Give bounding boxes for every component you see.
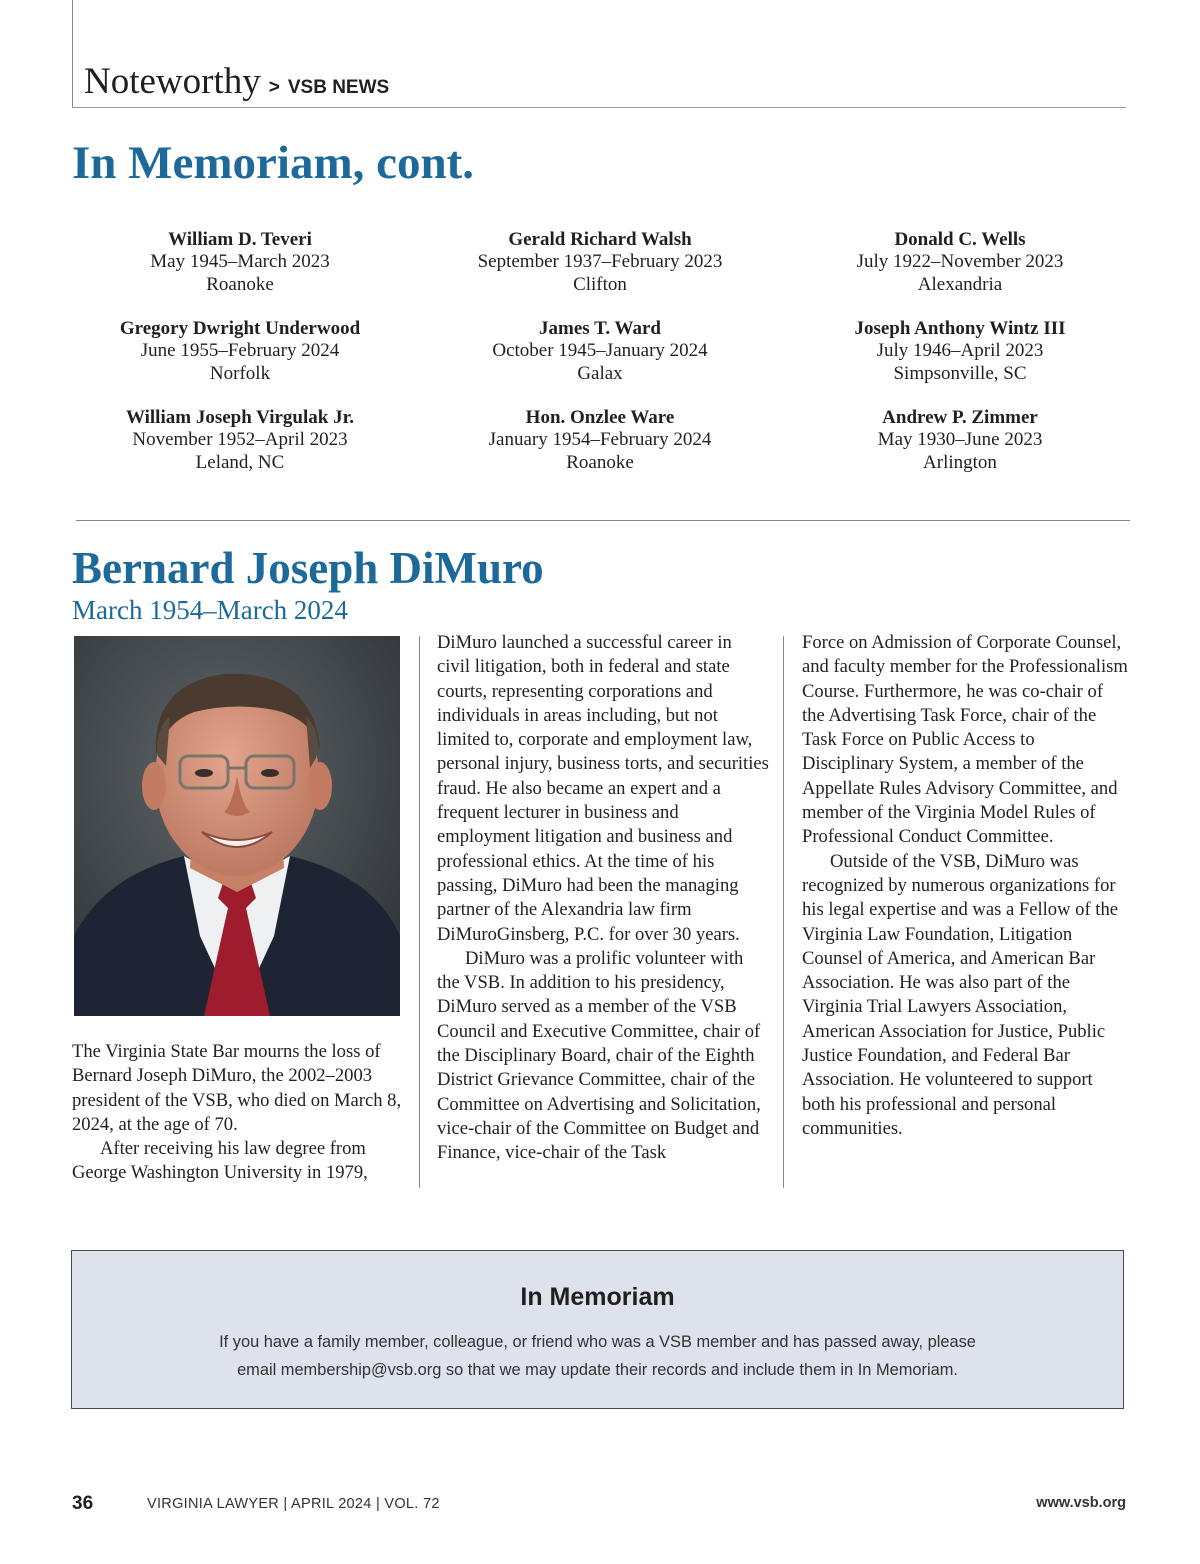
- memoriam-callout-box: [71, 1250, 1124, 1409]
- memoriam-place: Alexandria: [917, 273, 1003, 295]
- memoriam-dates: July 1922–November 2023: [856, 251, 1064, 273]
- memoriam-name: James T. Ward: [539, 318, 661, 339]
- column-rule: [419, 636, 420, 1188]
- memoriam-dates: September 1937–February 2023: [477, 251, 723, 273]
- memoriam-name: Donald C. Wells: [894, 229, 1026, 250]
- memoriam-column: [420, 229, 780, 496]
- memoriam-place: Roanoke: [566, 451, 634, 473]
- memoriam-place: Clifton: [573, 273, 627, 295]
- obituary-dates: March 1954–March 2024: [72, 595, 348, 625]
- callout-title: In Memoriam: [520, 1283, 675, 1311]
- memoriam-entry: [780, 318, 1140, 407]
- obituary-paragraph: DiMuro was a prolific volunteer with the VSB. In addition to his presidency, DiMuro served as a member of the VSB Council and Executive Committee, chair of the Disciplinary Board, chair of the Eighth District Grievance Committee, chair of the Committee on Advertising and Solicitation, vice-chair of the Committee on Budget and Finance, vice-chair of the Task: [437, 947, 761, 1164]
- memoriam-entry: [780, 407, 1140, 496]
- memoriam-name: Gregory Dwright Underwood: [119, 318, 361, 339]
- memoriam-entry: [60, 229, 420, 318]
- header-section: Noteworthy: [84, 61, 261, 102]
- memoriam-place: Leland, NC: [195, 451, 285, 473]
- memoriam-place: Roanoke: [206, 273, 274, 295]
- memoriam-entry: [780, 229, 1140, 318]
- memoriam-entry: [60, 318, 420, 407]
- header-vertical-rule: [72, 0, 73, 108]
- obituary-name: Bernard Joseph DiMuro: [72, 543, 544, 593]
- publication-info: VIRGINIA LAWYER | APRIL 2024 | VOL. 72: [147, 1496, 440, 1512]
- column-rule: [783, 636, 784, 1188]
- memoriam-dates: June 1955–February 2024: [140, 340, 340, 362]
- obituary-column-1: [72, 1040, 402, 1186]
- memoriam-dates: May 1930–June 2023: [877, 429, 1043, 451]
- memoriam-place: Galax: [577, 362, 623, 384]
- running-header: [84, 60, 389, 103]
- obituary-column-3: [802, 631, 1130, 1141]
- obituary-paragraph: After receiving his law degree from George Washington University in 1979,: [72, 1138, 368, 1184]
- website-url: www.vsb.org: [1036, 1495, 1126, 1511]
- memoriam-column: [780, 229, 1140, 496]
- memoriam-entry: [420, 407, 780, 496]
- memoriam-place: Norfolk: [209, 362, 271, 384]
- memoriam-dates: October 1945–January 2024: [492, 340, 708, 362]
- memoriam-entry: [60, 407, 420, 496]
- memoriam-entry: [420, 318, 780, 407]
- memoriam-name: Joseph Anthony Wintz III: [854, 318, 1066, 339]
- memoriam-column: [60, 229, 420, 496]
- callout-text: If you have a family member, colleague, or friend who was a VSB member and has passed away, please email membership@vsb.org so that we may update their records and include them in In Memoriam.: [219, 1333, 976, 1379]
- obituary-paragraph: Force on Admission of Corporate Counsel, and faculty member for the Professionalism Course. Furthermore, he was co-chair of the Advertising Task Force, chair of the Task Force on Public Access to Disciplinary System, a member of the Appellate Rules Advisory Committee, and member of the Virginia Model Rules of Professional Conduct Committee.: [802, 632, 1128, 848]
- memoriam-name: Gerald Richard Walsh: [508, 229, 692, 250]
- memoriam-dates: November 1952–April 2023: [132, 429, 348, 451]
- obituary-paragraph: Outside of the VSB, DiMuro was recognized by numerous organizations for his legal expertise and was a Fellow of the Virginia Law Foundation, Litigation Counsel of America, and American Bar Association. He was also part of the Virginia Trial Lawyers Association, American Association for Justice, Public Justice Foundation, and Federal Bar Association. He volunteered to support both his professional and personal communities.: [802, 850, 1119, 1139]
- obituary-paragraph: The Virginia State Bar mourns the loss of Bernard Joseph DiMuro, the 2002–2003 president of the VSB, who died on March 8, 2024, at the age of 70.: [72, 1041, 402, 1135]
- memoriam-place: Arlington: [923, 451, 997, 473]
- page-number: 36: [72, 1493, 94, 1514]
- memoriam-dates: January 1954–February 2024: [488, 429, 712, 451]
- memoriam-place: Simpsonville, SC: [893, 362, 1027, 384]
- memoriam-title: In Memoriam, cont.: [72, 137, 475, 189]
- section-divider: [76, 520, 1130, 521]
- header-subsection: VSB NEWS: [287, 77, 390, 98]
- memoriam-dates: May 1945–March 2023: [150, 251, 330, 273]
- memoriam-name: Andrew P. Zimmer: [882, 407, 1038, 428]
- obituary-paragraph: DiMuro launched a successful career in civil litigation, both in federal and state courts, representing corporations and individuals in areas including, but not limited to, corporate and employment law, personal injury, business torts, and securities fraud. He also became an expert and a frequent lecturer in business and employment litigation and business and professional ethics. At the time of his passing, DiMuro had been the managing partner of the Alexandria law firm DiMuroGinsberg, P.C. for over 30 years.: [437, 632, 769, 945]
- memoriam-entry: [420, 229, 780, 318]
- header-horizontal-rule: [72, 107, 1126, 108]
- header-separator: >: [268, 77, 280, 98]
- memoriam-name: William Joseph Virgulak Jr.: [125, 407, 355, 428]
- memoriam-grid: [60, 229, 1140, 479]
- obituary-column-2: [437, 631, 769, 1166]
- memoriam-dates: July 1946–April 2023: [876, 340, 1044, 362]
- memoriam-name: Hon. Onzlee Ware: [525, 407, 675, 428]
- memoriam-name: William D. Teveri: [168, 229, 312, 250]
- portrait-photo: [74, 636, 400, 1016]
